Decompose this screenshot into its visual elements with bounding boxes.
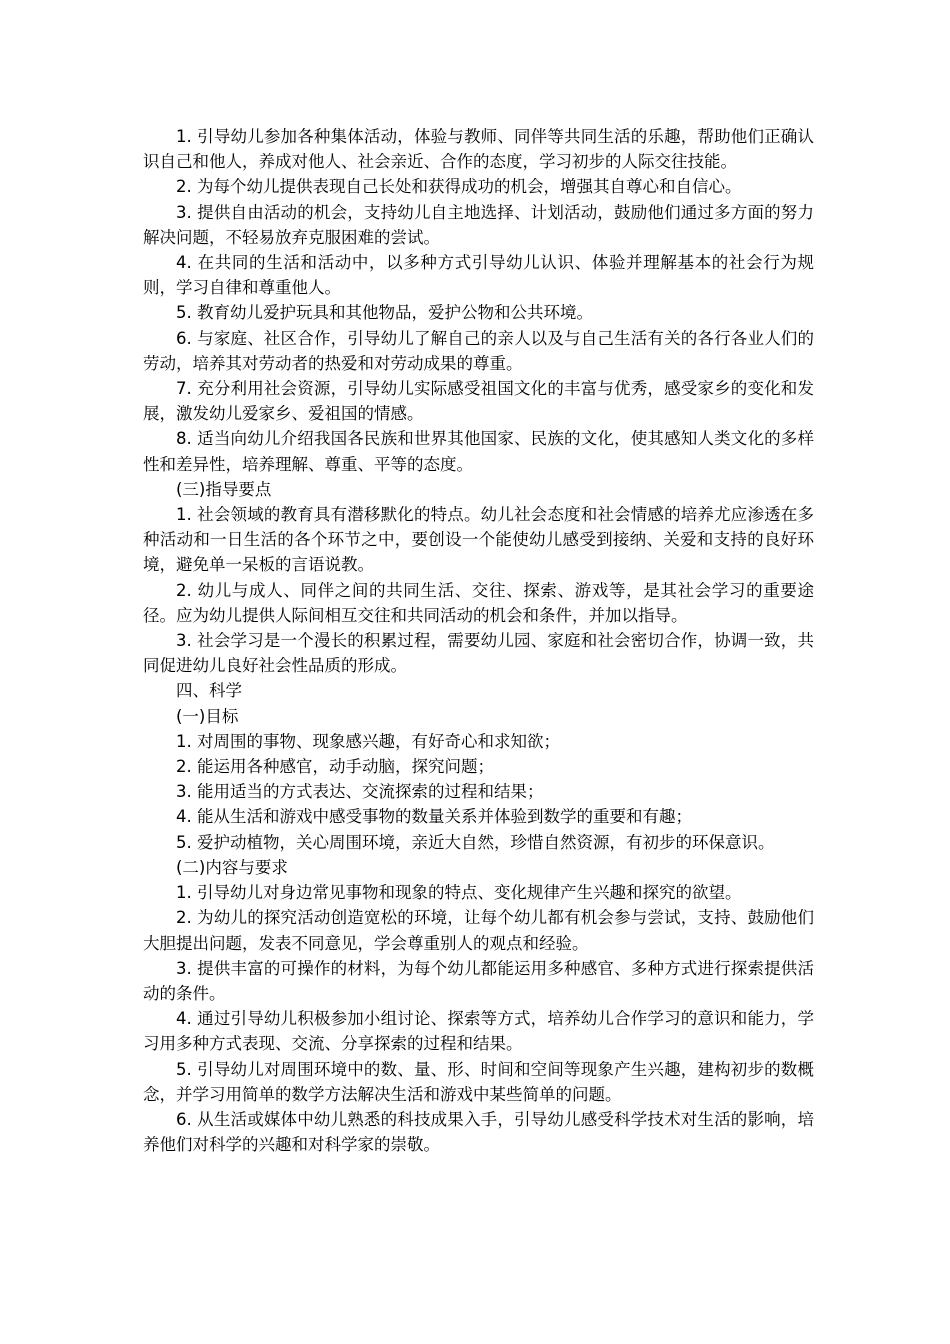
paragraph-science-content-2: 2. 为幼儿的探究活动创造宽松的环境，让每个幼儿都有机会参与尝试，支持、鼓励他们大胆提出问题，发表不同意见，学会尊重别人的观点和经验。: [143, 908, 814, 953]
paragraph-guidance-3: 3. 社会学习是一个漫长的积累过程，需要幼儿园、家庭和社会密切合作，协调一致，共同促进幼儿良好社会性品质的形成。: [143, 631, 814, 676]
paragraph-goal-3: 3. 能用适当的方式表达、交流探索的过程和结果；: [176, 782, 544, 802]
paragraph-goal-4: 4. 能从生活和游戏中感受事物的数量关系并体验到数学的重要和有趣；: [176, 807, 692, 827]
heading-guidance-points: (三)指导要点: [176, 479, 272, 499]
paragraph-goal-1: 1. 对周围的事物、现象感兴趣，有好奇心和求知欲；: [176, 731, 560, 751]
paragraph-social-content-2: 2. 为每个幼儿提供表现自己长处和获得成功的机会，增强其自尊心和自信心。: [176, 177, 742, 197]
paragraph-social-content-6: 6. 与家庭、社区合作，引导幼儿了解自己的亲人以及与自己生活有关的各行各业人们的劳动，培养其对劳动者的热爱和对劳动成果的尊重。: [143, 328, 814, 373]
paragraph-social-content-8: 8. 适当向幼儿介绍我国各民族和世界其他国家、民族的文化，使其感知人类文化的多样性和差异性，培养理解、尊重、平等的态度。: [143, 429, 814, 474]
heading-science: 四、科学: [176, 681, 242, 701]
paragraph-social-content-7: 7. 充分利用社会资源，引导幼儿实际感受祖国文化的丰富与优秀，感受家乡的变化和发展，激发幼儿爱家乡、爱祖国的情感。: [143, 379, 814, 424]
paragraph-guidance-1: 1. 社会领域的教育具有潜移默化的特点。幼儿社会态度和社会情感的培养尤应渗透在多种活动和一日生活的各个环节之中，要创设一个能使幼儿感受到接纳、关爱和支持的良好环境，避免单一呆板的言语说教。: [143, 505, 814, 575]
paragraph-science-content-4: 4. 通过引导幼儿积极参加小组讨论、探索等方式，培养幼儿合作学习的意识和能力，学习用多种方式表现、交流、分享探索的过程和结果。: [143, 1009, 814, 1054]
paragraph-science-content-5: 5. 引导幼儿对周围环境中的数、量、形、时间和空间等现象产生兴趣，建构初步的数概念，并学习用简单的数学方法解决生活和游戏中某些简单的问题。: [143, 1059, 814, 1104]
paragraph-science-content-6: 6. 从生活或媒体中幼儿熟悉的科技成果入手，引导幼儿感受科学技术对生活的影响，培养他们对科学的兴趣和对科学家的崇敬。: [143, 1109, 814, 1155]
paragraph-social-content-5: 5. 教育幼儿爱护玩具和其他物品，爱护公物和公共环境。: [176, 303, 593, 323]
paragraph-social-content-3: 3. 提供自由活动的机会，支持幼儿自主地选择、计划活动，鼓励他们通过多方面的努力解决问题，不轻易放弃克服困难的尝试。: [143, 202, 814, 247]
paragraph-science-content-1: 1. 引导幼儿对身边常见事物和现象的特点、变化规律产生兴趣和探究的欲望。: [176, 883, 742, 903]
paragraph-goal-2: 2. 能运用各种感官，动手动脑，探究问题；: [176, 757, 494, 777]
paragraph-goal-5: 5. 爱护动植物，关心周围环境，亲近大自然，珍惜自然资源，有初步的环保意识。: [176, 832, 775, 852]
paragraph-guidance-2: 2. 幼儿与成人、同伴之间的共同生活、交往、探索、游戏等，是其社会学习的重要途径。应为幼儿提供人际间相互交往和共同活动的机会和条件，并加以指导。: [143, 580, 814, 625]
heading-goals: (一)目标: [176, 706, 239, 726]
paragraph-science-content-3: 3. 提供丰富的可操作的材料，为每个幼儿都能运用多种感官、多种方式进行探索提供活动的条件。: [143, 958, 814, 1003]
heading-content-requirements: (二)内容与要求: [176, 857, 288, 877]
paragraph-social-content-4: 4. 在共同的生活和活动中，以多种方式引导幼儿认识、体验并理解基本的社会行为规则，学习自律和尊重他人。: [143, 253, 814, 298]
paragraph-social-content-1: 1. 引导幼儿参加各种集体活动，体验与教师、同伴等共同生活的乐趣，帮助他们正确认识自己和他人，养成对他人、社会亲近、合作的态度，学习初步的人际交往技能。: [143, 127, 814, 172]
